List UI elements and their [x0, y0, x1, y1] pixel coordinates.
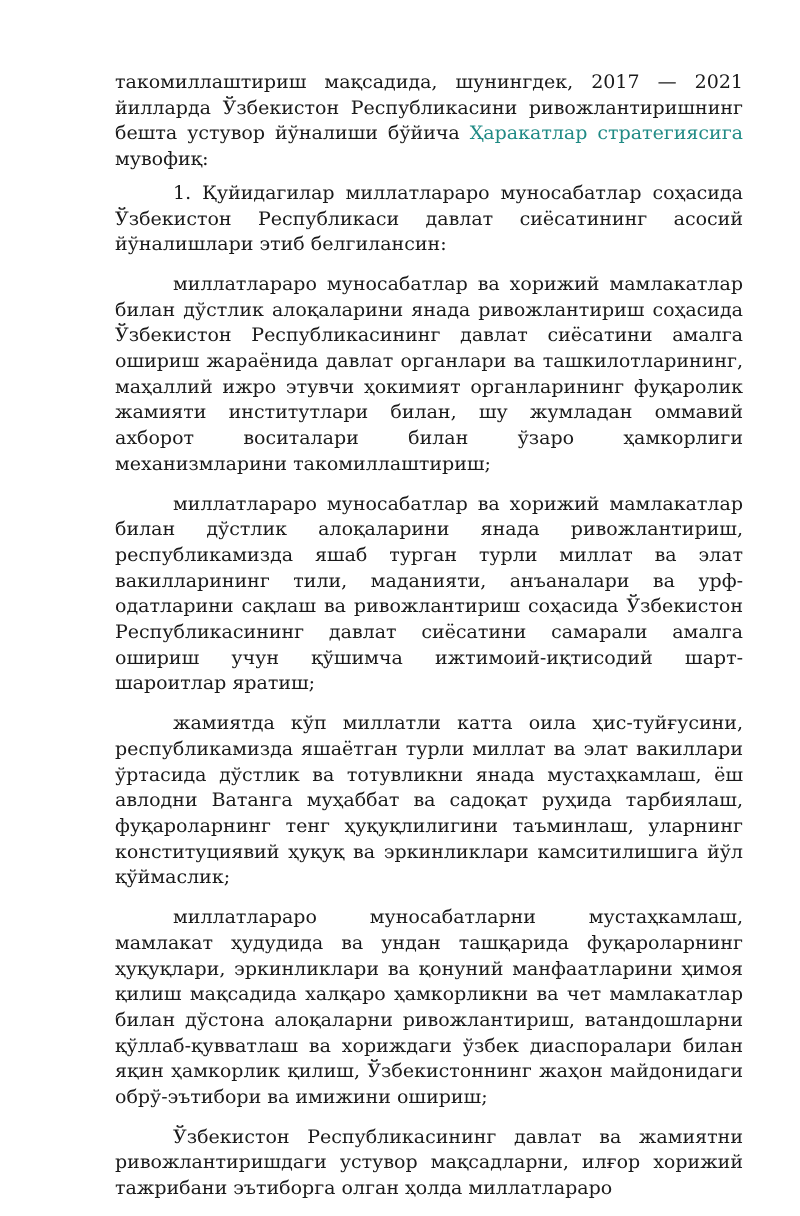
paragraph-direction-2: миллатлараро муносабатлар ва хорижий мамлакатлар билан дўстлик алоқаларини янада ривожлантириш, республикамизда яшаб турган турли миллат ва элат вакилларининг тили, маданияти, анъаналари ва урф-одатларини сақлаш ва ривожлантириш соҳасида Ўзбекистон Республикасининг давлат сиёсатини самарали амалга ошириш учун қўшимча ижтимоий-иқтисодий шарт-шароитлар яратиш;: [115, 492, 743, 695]
paragraph-direction-3: жамиятда кўп миллатли катта оила ҳис-туйғусини, республикамизда яшаётган турли миллат ва элат вакиллари ўртасида дўстлик ва тотувликни янада мустаҳкамлаш, ёш авлодни Ватанга муҳаббат ва садоқат руҳида тарбиялаш, фуқароларнинг тенг ҳуқуқлилигини таъминлаш, уларнинг конституциявий ҳуқуқ ва эркинликлари камситилишига йўл қўймаслик;: [115, 712, 743, 889]
paragraph-direction-5: Ўзбекистон Республикасининг давлат ва жамиятни ривожлантиришдаги устувор мақсадларни, илғор хорижий тажрибани эътиборга олган ҳолда миллатлараро: [115, 1125, 743, 1200]
intro-paragraph: [115, 70, 743, 173]
action-strategy-link[interactable]: Ҳаракатлар стратегиясига: [469, 122, 744, 145]
intro-text-after-link: мувофиқ:: [115, 148, 209, 171]
paragraph-direction-1: миллатлараро муносабатлар ва хорижий мамлакатлар билан дўстлик алоқаларини янада ривожлантириш соҳасида Ўзбекистон Республикасининг давлат сиёсатини амалга ошириш жараёнида давлат органлари ва ташкилотларининг, маҳаллий ижро этувчи ҳокимият органларининг фуқаролик жамияти институтлари билан, шу жумладан оммавий ахборот воситалари билан ўзаро ҳамкорлиги механизмларини такомиллаштириш;: [115, 272, 743, 475]
paragraph-item-1: 1. Қуйидагилар миллатлараро муносабатлар соҳасида Ўзбекистон Республикаси давлат сиёсатининг асосий йўналишлари этиб белгилансин:: [115, 181, 743, 256]
document-body: [115, 70, 743, 1216]
paragraph-direction-4: миллатлараро муносабатларни мустаҳкамлаш, мамлакат ҳудудида ва ундан ташқарида фуқароларнинг ҳуқуқлари, эркинликлари ва қонуний манфаатларини ҳимоя қилиш мақсадида халқаро ҳамкорликни ва чет мамлакатлар билан дўстона алоқаларни ривожлантириш, ватандошларни қўллаб-қувватлаш ва хориждаги ўзбек диаспоралари билан яқин ҳамкорлик қилиш, Ўзбекистоннинг жаҳон майдонидаги обрў-эътибори ва имижини ошириш;: [115, 906, 743, 1109]
intro-text-before-link: такомиллаштириш мақсадида, шунингдек, 2017 — 2021 йилларда Ўзбекистон Республикасини ривожлантиришнинг бешта устувор йўналиши бўйича: [115, 71, 743, 145]
